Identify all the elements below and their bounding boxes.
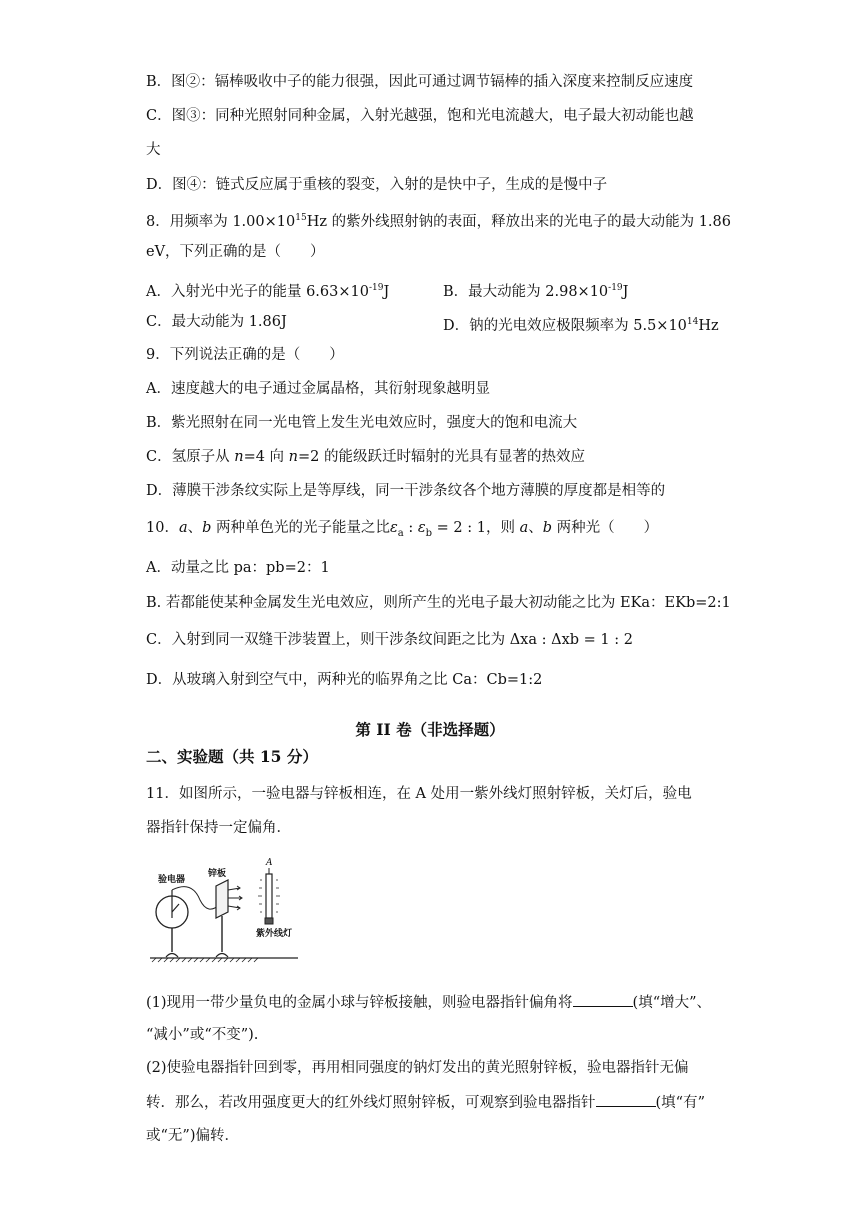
q11-part1: (1)现用一带少量负电的金属小球与锌板接触，则验电器指针偏角将 (填“增大”、 (146, 992, 711, 1013)
label-electroscope: 验电器 (158, 875, 186, 885)
q9-option-b: B．紫光照射在同一光电管上发生光电效应时，强度大的饱和电流大 (146, 415, 578, 431)
q10-stem: 10．a、b 两种单色光的光子能量之比$\varepsilon_a$ : $\varepsilon_b = 2$ : 1，则 a、b 两种光（ ） (146, 520, 659, 539)
q11-part1-cont: “减小”或“不变”). (146, 1027, 259, 1043)
q10-option-c: C．入射到同一双缝干涉装置上，则干涉条纹间距之比为 Δxa : Δxb = 1 : 2 (146, 632, 633, 648)
q11-part2-cont: 转．那么，若改用强度更大的红外线灯照射锌板，可观察到验电器指针 (填“有” (146, 1092, 705, 1113)
zinc-plate-icon (216, 880, 242, 957)
q11-part2: (2)使验电器指针回到零，再用相同强度的钠灯发出的黄光照射锌板，验电器指针无偏 (146, 1060, 689, 1076)
q7-option-b: B．图②：镉棒吸收中子的能力很强，因此可通过调节镉棒的插入深度来控制反应速度 (146, 74, 694, 90)
q7-option-c: C．图③：同种光照射同种金属，入射光越强，饱和光电流越大，电子最大初动能也越 (146, 108, 694, 124)
q8-stem: 8．用频率为 $1.00\times 10^{15}Hz$ 的紫外线照射钠的表面，释放出来的光电子的最大动能为 1.86 (146, 213, 731, 230)
q7-option-d: D．图④：链式反应属于重核的裂变，入射的是快中子，生成的是慢中子 (146, 177, 608, 193)
q10-option-d: D．从玻璃入射到空气中，两种光的临界角之比 Ca：Cb=1:2 (146, 672, 543, 688)
electroscope-figure (148, 856, 308, 968)
q8-option-d: D．钠的光电效应极限频率为 $5.5\times 10^{14}Hz$ (443, 317, 719, 334)
q9-option-a: A．速度越大的电子通过金属晶格，其衍射现象越明显 (146, 381, 490, 397)
q10-option-b: B. 若都能使某种金属发生光电效应，则所产生的光电子最大初动能之比为 EKa：EKb=2:1 (146, 595, 731, 611)
q9-option-d: D．薄膜干涉条纹实际上是等厚线，同一干涉条纹各个地方薄膜的厚度都是相等的 (146, 483, 666, 499)
q9-option-c: C．氢原子从 n=4 向 n=2 的能级跃迁时辐射的光具有显著的热效应 (146, 449, 585, 465)
uv-lamp-icon (258, 868, 280, 924)
electroscope-icon (156, 890, 188, 957)
q8-stem-cont: eV，下列正确的是（ ） (146, 244, 325, 260)
q11-stem: 11．如图所示，一验电器与锌板相连，在 A 处用一紫外线灯照射锌板，关灯后，验电 (146, 786, 692, 802)
q11-stem-cont: 器指针保持一定偏角． (146, 820, 291, 836)
q11-part2-end: 或“无”)偏转． (146, 1128, 239, 1144)
q9-stem: 9．下列说法正确的是（ ） (146, 347, 344, 363)
label-uv-lamp: 紫外线灯 (256, 929, 293, 939)
part-title: 二、实验题（共 15 分） (146, 747, 318, 766)
answer-blank-2[interactable] (596, 1092, 656, 1107)
q8-option-b: B．最大动能为 $2.98\times 10^{-19}J$ (443, 283, 629, 300)
q10-option-a: A．动量之比 pa：pb=2：1 (146, 560, 330, 576)
volume-title: 第 II 卷（非选择题） (355, 720, 505, 739)
q8-option-c: C．最大动能为 1.86J (146, 314, 287, 330)
answer-blank-1[interactable] (573, 992, 633, 1007)
label-a: A (266, 858, 273, 868)
label-zinc-plate: 锌板 (208, 869, 227, 879)
q7-option-c-cont: 大 (146, 142, 161, 158)
q8-option-a: A．入射光中光子的能量 $6.63\times 10^{-19}J$ (146, 283, 390, 300)
